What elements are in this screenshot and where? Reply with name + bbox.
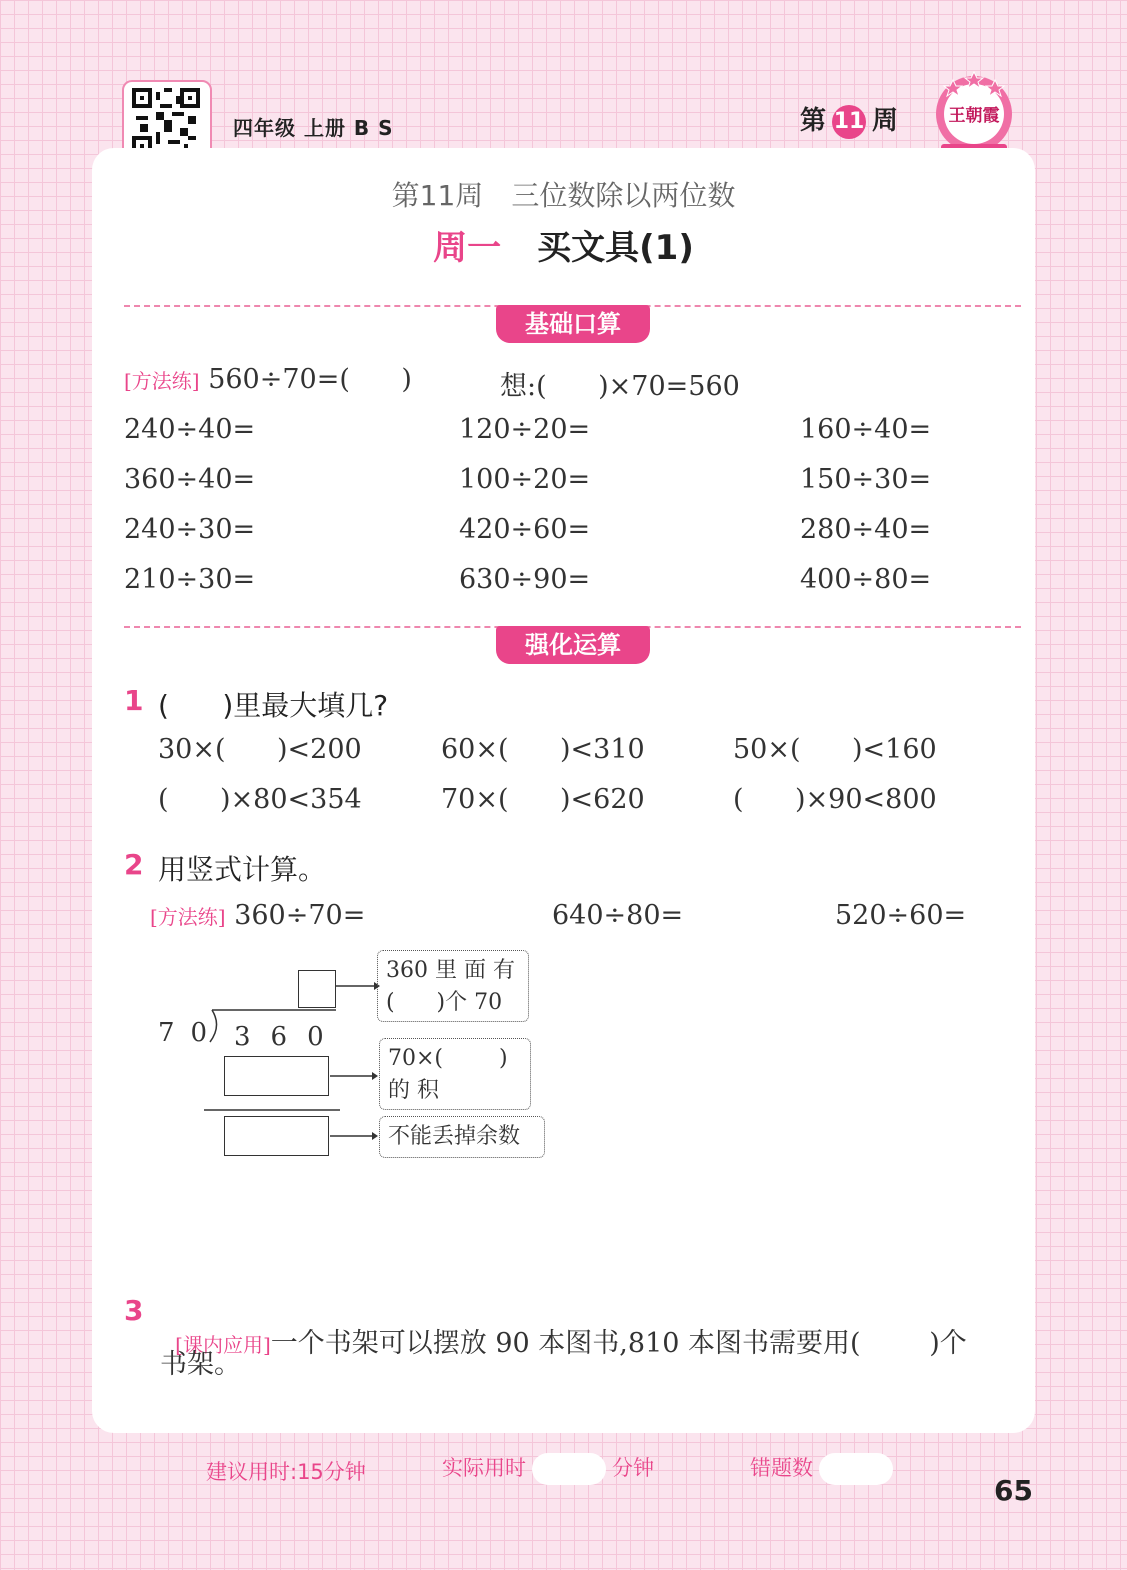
oral-calc: 100÷20= xyxy=(459,464,591,495)
vertical-calc-expr: 360÷70= xyxy=(234,900,366,931)
inequality: ( )×80<354 xyxy=(158,784,362,815)
section-strengthen-label: 强化运算 xyxy=(496,626,650,664)
oral-calc: 400÷80= xyxy=(800,564,932,595)
section-basic-label: 基础口算 xyxy=(496,305,650,343)
divisor: 70 xyxy=(158,1018,224,1048)
vertical-calc-line xyxy=(150,900,365,931)
week-prefix: 第 xyxy=(800,106,827,136)
page-number: 65 xyxy=(994,1474,1033,1507)
hint-product xyxy=(379,1038,531,1110)
oral-calc: 630÷90= xyxy=(459,564,591,595)
actual-time-unit: 分钟 xyxy=(612,1456,654,1480)
error-count-label: 错题数 xyxy=(750,1456,813,1480)
oral-calc: 240÷40= xyxy=(124,414,256,445)
application-tag: [课内应用] xyxy=(175,1333,271,1357)
arrow-head-icon xyxy=(372,1132,378,1140)
suggested-time: 建议用时:15分钟 xyxy=(206,1460,366,1484)
question-number: 2 xyxy=(124,848,144,881)
inequality: 30×( )<200 xyxy=(158,734,362,765)
question-text: 用竖式计算。 xyxy=(158,853,327,886)
oral-calc: 160÷40= xyxy=(800,414,932,445)
method-expression: 560÷70=( ) xyxy=(208,364,412,395)
week-suffix: 周 xyxy=(872,106,899,136)
actual-time xyxy=(442,1452,654,1485)
method-tag: [方法练] xyxy=(124,369,200,393)
oral-calc: 280÷40= xyxy=(800,514,932,545)
hint-quotient xyxy=(377,950,529,1022)
product-box[interactable] xyxy=(224,1056,329,1096)
method-tag: [方法练] xyxy=(150,905,226,929)
dividend: 360 xyxy=(234,1022,344,1052)
question-text: ( )里最大填几? xyxy=(158,689,389,722)
hint-line: 70×( ) xyxy=(388,1046,508,1071)
question-number: 1 xyxy=(124,684,144,717)
oral-calc: 360÷40= xyxy=(124,464,256,495)
arrow-head-icon xyxy=(372,1072,378,1080)
hint-line: ( )个 70 xyxy=(386,990,503,1015)
grade-label: 四年级 上册 B S xyxy=(233,116,394,140)
hint-line: 的 积 xyxy=(388,1078,439,1103)
application-text: 一个书架可以摆放 90 本图书,810 本图书需要用( )个 xyxy=(270,1328,967,1359)
application-question xyxy=(158,1290,967,1360)
week-number: 11 xyxy=(832,105,866,139)
vertical-calc-expr: 520÷60= xyxy=(835,900,967,931)
oral-calc: 210÷30= xyxy=(124,564,256,595)
unit-name: 三位数除以两位数 xyxy=(511,179,736,212)
hint-arrows xyxy=(328,1066,380,1146)
oral-calc: 240÷30= xyxy=(124,514,256,545)
oral-calc: 120÷20= xyxy=(459,414,591,445)
method-practice-line xyxy=(124,364,412,395)
oral-calc: 420÷60= xyxy=(459,514,591,545)
vertical-calc-expr: 640÷80= xyxy=(552,900,684,931)
inequality: ( )×90<800 xyxy=(733,784,937,815)
hint-line: 360 里 面 有 xyxy=(386,958,515,983)
inequality: 50×( )<160 xyxy=(733,734,937,765)
unit-week: 第11周 xyxy=(391,179,484,212)
error-count-input[interactable] xyxy=(819,1453,893,1485)
hint-remainder: 不能丢掉余数 xyxy=(379,1116,545,1158)
qr-code-icon xyxy=(132,88,200,156)
method-hint: 想:( )×70=560 xyxy=(500,371,740,402)
actual-time-input[interactable] xyxy=(532,1453,606,1485)
inequality: 60×( )<310 xyxy=(441,734,645,765)
question-number: 3 xyxy=(124,1294,144,1327)
lesson-day: 周一 xyxy=(433,228,502,268)
inequality: 70×( )<620 xyxy=(441,784,645,815)
oral-calc: 150÷30= xyxy=(800,464,932,495)
unit-title xyxy=(0,174,1127,214)
lesson-topic: 买文具(1) xyxy=(537,228,694,268)
remainder-box[interactable] xyxy=(224,1116,329,1156)
lesson-title xyxy=(0,220,1127,269)
application-text-cont: 书架。 xyxy=(160,1349,241,1380)
actual-time-label: 实际用时 xyxy=(442,1456,526,1480)
week-badge xyxy=(800,100,898,139)
error-count xyxy=(750,1452,899,1485)
svg-text:王朝霞: 王朝霞 xyxy=(948,106,1000,126)
